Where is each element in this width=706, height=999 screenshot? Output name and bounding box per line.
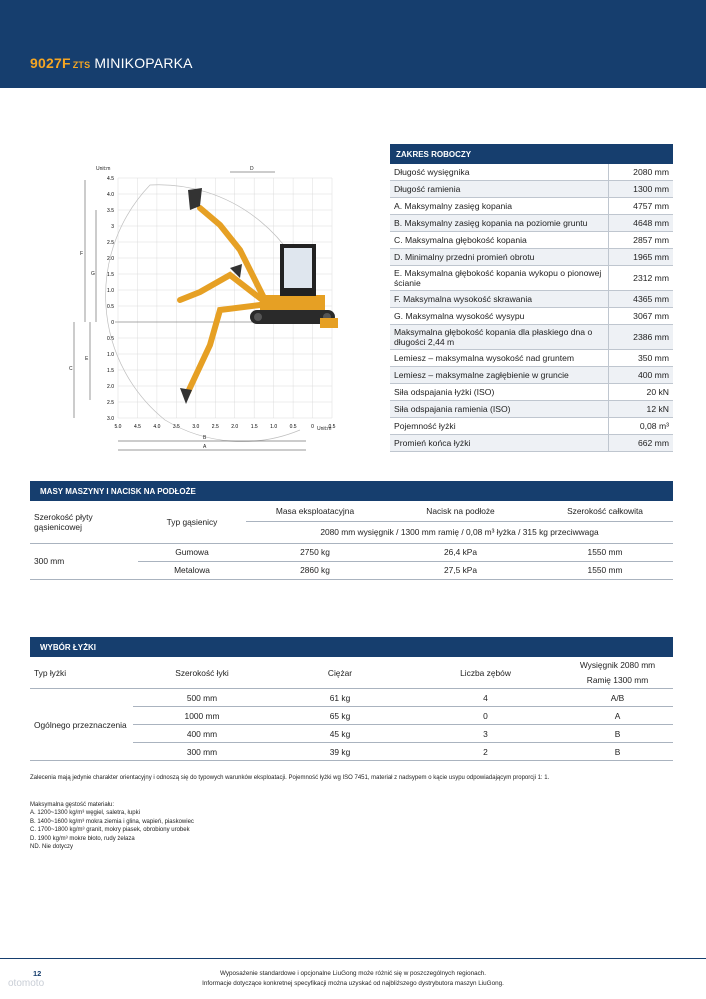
page-number: 12 [33,969,42,978]
y-tick-label: 2.0 [107,383,114,390]
spec-value: 4757 mm [609,198,674,215]
density-line: ND. Nie dotyczy [30,844,74,851]
mass-row-pressure: 27,5 kPa [384,561,537,579]
spec-value: 0,08 m³ [609,418,674,435]
spec-label: Maksymalna głębokość kopania dla płaskiego dna o długości 2,44 m [390,325,609,350]
x-tick-label: 4.0 [153,424,161,430]
spec-value: 1300 mm [609,181,674,198]
density-line: D. 1900 kg/m³ mokre błoto, rudy żelaza [30,835,135,842]
bucket-row-rating: B [562,743,673,761]
spec-value: 350 mm [609,350,674,367]
mass-table [30,501,673,580]
spec-value: 2386 mm [609,325,674,350]
spec-row [390,384,673,401]
dim-letter-d: D [250,166,254,172]
dim-letter-g: G [91,271,95,277]
bucket-row-teeth: 0 [409,707,562,725]
spec-row [390,181,673,198]
y-tick-label: 4.0 [107,191,114,198]
x-tick-label: 2.0 [231,424,239,430]
mass-row-mass: 2860 kg [246,561,384,579]
y-tick-label: 2.5 [107,399,114,406]
spec-row [390,198,673,215]
spec-label: F. Maksymalna wysokość skrawania [390,291,609,308]
x-tick-label: 5.0 [114,424,122,430]
spec-row [390,308,673,325]
spec-row [390,367,673,384]
spec-value: 2080 mm [609,164,674,181]
page-header [0,0,706,88]
bucket-row-rating: A [562,707,673,725]
diagram-x-ticks [115,424,336,430]
spec-label: A. Maksymalny zasięg kopania [390,198,609,215]
bucket-col-weight: Ciężar [271,657,409,689]
footer-rule [0,958,706,959]
working-range-diagram [70,160,360,460]
spec-row [390,325,673,350]
mass-config: 2080 mm wysięgnik / 1300 mm ramię / 0,08 m³ łyżka / 315 kg przeciwwaga [246,521,673,543]
bucket-section-title: WYBÓR ŁYŻKI [40,643,96,652]
bucket-col-boom-1: Wysięgnik 2080 mm [579,660,656,670]
diagram-unit-label: Unit:m [96,166,111,172]
y-tick-label: 2.5 [107,239,114,246]
bucket-row-rating: B [562,725,673,743]
spec-row [390,350,673,367]
spec-label: C. Maksymalna głębokość kopania [390,232,609,249]
mass-col-width: Szerokość płyty gąsienicowej [30,501,138,543]
bucket-row-width: 1000 mm [133,707,271,725]
model-variant: ZTS [72,60,91,70]
bucket-row-width: 300 mm [133,743,271,761]
mass-col-mass: Masa eksploatacyjna [246,501,384,521]
density-line: B. 1400~1600 kg/m³ mokra ziemia i glina, wapień, piaskowiec [30,818,194,825]
spec-label: E. Maksymalna głębokość kopania wykopu o pionowej ścianie [390,266,609,291]
x-tick-label: 2.5 [211,424,219,430]
spec-value: 12 kN [609,401,674,418]
spec-label: Długość ramienia [390,181,609,198]
mass-col-total: Szerokość całkowita [537,501,673,521]
spec-row [390,291,673,308]
spec-label: B. Maksymalny zasięg kopania na poziomie gruntu [390,215,609,232]
model-name: MINIKOPARKA [94,55,193,71]
spec-value: 3067 mm [609,308,674,325]
working-range-table [390,144,673,452]
footer-line-2: Informacje dotyczące konkretnej specyfikacji można uzyskać od najbliższego dystrybutora maszyn LiuGong. [202,980,504,987]
watermark-logo: otomoto [8,978,45,989]
spec-label: Lemiesz – maksymalna wysokość nad gruntem [390,350,609,367]
bucket-note: Zalecenia mają jedynie charakter orientacyjny i odnoszą się do typowych warunków eksploatacji. Pojemność łyżki wg ISO 7451, materiał z nadsypem o kącie usypu odpowiadającym proporcji 1: 1. [30,775,550,781]
spec-value: 400 mm [609,367,674,384]
spec-value: 20 kN [609,384,674,401]
dim-letter-e: E [85,356,89,362]
mass-width-value: 300 mm [30,543,138,579]
y-tick-label: 1.0 [107,351,114,358]
dim-letter-a: A [203,444,207,450]
mass-col-track: Typ gąsienicy [138,501,246,543]
y-tick-label: 0 [111,319,114,326]
mass-row-type: Metalowa [138,561,246,579]
bucket-col-boom-2: Ramię 1300 mm [586,675,649,685]
x-tick-label: 1.5 [250,424,258,430]
spec-value: 4648 mm [609,215,674,232]
bucket-row-weight: 61 kg [271,689,409,707]
y-tick-label: 1.0 [107,287,114,294]
x-tick-label: 0.5 [289,424,297,430]
spec-row [390,232,673,249]
mass-row-mass: 2750 kg [246,543,384,561]
spec-label: Pojemność łyżki [390,418,609,435]
bucket-col-type: Typ łyżki [30,657,133,689]
footer-line-1: Wyposażenie standardowe i opcjonalne LiuGong może różnić się w poszczególnych regionach. [220,970,486,977]
bucket-row-weight: 39 kg [271,743,409,761]
spec-label: Promień końca łyżki [390,435,609,452]
y-tick-label: 3 [111,223,114,230]
mass-row-total: 1550 mm [537,543,673,561]
diagram-y-ticks [107,176,114,422]
dim-letter-f: F [80,251,84,257]
footer-text [0,969,706,989]
diagram-x-unit: Unit:m [317,426,332,432]
spec-row [390,215,673,232]
mass-row-pressure: 26,4 kPa [384,543,537,561]
y-tick-label: 3.5 [107,207,114,214]
bucket-table [30,657,673,761]
y-tick-label: 0.5 [107,303,114,310]
density-line: C. 1700~1800 kg/m³ granit, mokry piasek, obrobiony urobek [30,827,190,834]
spec-value: 2312 mm [609,266,674,291]
spec-value: 2857 mm [609,232,674,249]
density-notes [30,801,194,851]
bucket-col-boom [562,657,673,689]
bucket-row-width: 500 mm [133,689,271,707]
bucket-section-bar [30,637,673,657]
spec-label: G. Maksymalna wysokość wysypu [390,308,609,325]
spec-row [390,266,673,291]
working-range-title: ZAKRES ROBOCZY [390,144,673,164]
spec-label: Długość wysięgnika [390,164,609,181]
spec-label: D. Minimalny przedni promień obrotu [390,249,609,266]
spec-label: Lemiesz – maksymalne zagłębienie w gruncie [390,367,609,384]
density-title: Maksymalna gęstość materiału: [30,802,115,808]
y-tick-label: 1.5 [107,367,114,374]
mass-col-pressure: Nacisk na podłoże [384,501,537,521]
y-tick-label: 4.5 [107,175,114,182]
bucket-row-teeth: 4 [409,689,562,707]
spec-row [390,418,673,435]
x-tick-label: 0.5 [328,424,336,430]
spec-value: 662 mm [609,435,674,452]
mass-section-title: MASY MASZYNY I NACISK NA PODŁOŻE [40,487,196,496]
spec-label: Siła odspajania łyżki (ISO) [390,384,609,401]
x-tick-label: 4.5 [133,424,141,430]
bucket-row-weight: 65 kg [271,707,409,725]
bucket-col-width: Szerokość łyki [133,657,271,689]
mass-row-type: Gumowa [138,543,246,561]
dim-letter-b: B [203,435,207,441]
bucket-row-teeth: 3 [409,725,562,743]
y-tick-label: 1.5 [107,271,114,278]
bucket-row-weight: 45 kg [271,725,409,743]
spec-row [390,249,673,266]
page-title [30,55,193,71]
x-tick-label: 0 [311,424,314,430]
x-tick-label: 3.5 [172,424,180,430]
spec-row [390,401,673,418]
spec-row [390,435,673,452]
y-tick-label: 3.0 [107,415,114,422]
spec-label: Siła odspajania ramienia (ISO) [390,401,609,418]
spec-row [390,164,673,181]
y-tick-label: 0.5 [107,335,114,342]
density-line: A. 1200~1300 kg/m³ węgiel, saletra, łupki [30,810,140,817]
bucket-row-width: 400 mm [133,725,271,743]
bucket-type-value: Ogólnego przeznaczenia [30,689,133,761]
bucket-row-rating: A/B [562,689,673,707]
bucket-row-teeth: 2 [409,743,562,761]
x-tick-label: 3.0 [192,424,200,430]
dim-letter-c: C [69,366,73,372]
spec-value: 4365 mm [609,291,674,308]
mass-section-bar [30,481,673,501]
bucket-col-teeth: Liczba zębów [409,657,562,689]
y-tick-label: 2.0 [107,255,114,262]
model-number: 9027F [30,55,71,71]
spec-value: 1965 mm [609,249,674,266]
mass-row-total: 1550 mm [537,561,673,579]
x-tick-label: 1.0 [270,424,278,430]
